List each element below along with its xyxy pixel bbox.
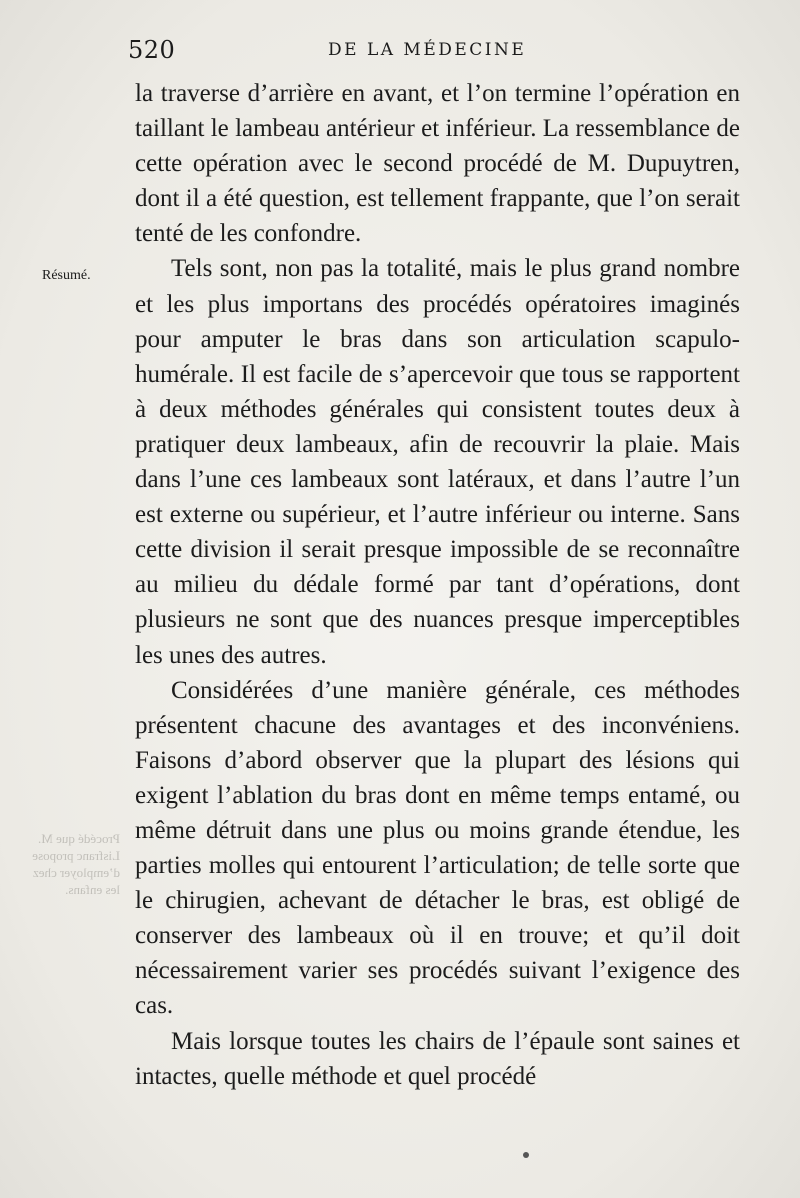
- paragraph-intact: Mais lorsque toutes les chairs de l’épaule sont saines et intactes, quelle méthode et quel procédé: [135, 1027, 740, 1090]
- paragraph-methods: Considérées d’une manière générale, ces méthodes présentent chacune des avantages et des inconvéniens. Faisons d’abord observer que la plupart des lésions qui exigent l’ablation du bras dont en même temps entamé, ou même détruit dans une plus ou moins grande étendue, les parties molles qui entourent l’articulation; de telle sorte que le chirugien, achevant de détacher le bras, est obligé de conserver des lambeaux où il en trouve; et qu’il doit nécessairement varier ses procédés suivant l’exigence des cas.: [135, 676, 740, 1020]
- margin-note-resume: Résumé.: [42, 268, 91, 283]
- page-number: 520: [128, 36, 176, 64]
- page-header: [128, 36, 740, 66]
- paragraph-continuation: la traverse d’arrière en avant, et l’on termine l’opération en taillant le lambeau antérieur et inférieur. La ressemblance de cette opération avec le second procédé de M. Dupuytren, dont il a été question, est tellement frappante, que l’on serait tenté de les confondre.: [135, 80, 740, 248]
- bleed-through-margin-note: Procédé que M. Lisfranc propose d’employer chez les enfans.: [32, 831, 120, 897]
- running-head: DE LA MÉDECINE: [328, 40, 527, 60]
- body-text: [135, 76, 740, 1094]
- paragraph-resume: Tels sont, non pas la totalité, mais le plus grand nombre et les plus importans des procédés opératoires imaginés pour amputer le bras dans son articulation scapulo-humérale. Il est facile de s’apercevoir que tous se rapportent à deux méthodes générales qui consistent toutes deux à pratiquer deux lambeaux, afin de recouvrir la plaie. Mais dans l’une ces lambeaux sont latéraux, et dans l’autre l’un est externe ou supérieur, et l’autre inférieur ou interne. Sans cette division il serait presque impossible de se reconnaître au milieu du dédale formé par tant d’opérations, dont plusieurs ne sont que des nuances presque imperceptibles les unes des autres.: [135, 255, 740, 669]
- ink-speck: [523, 1152, 529, 1158]
